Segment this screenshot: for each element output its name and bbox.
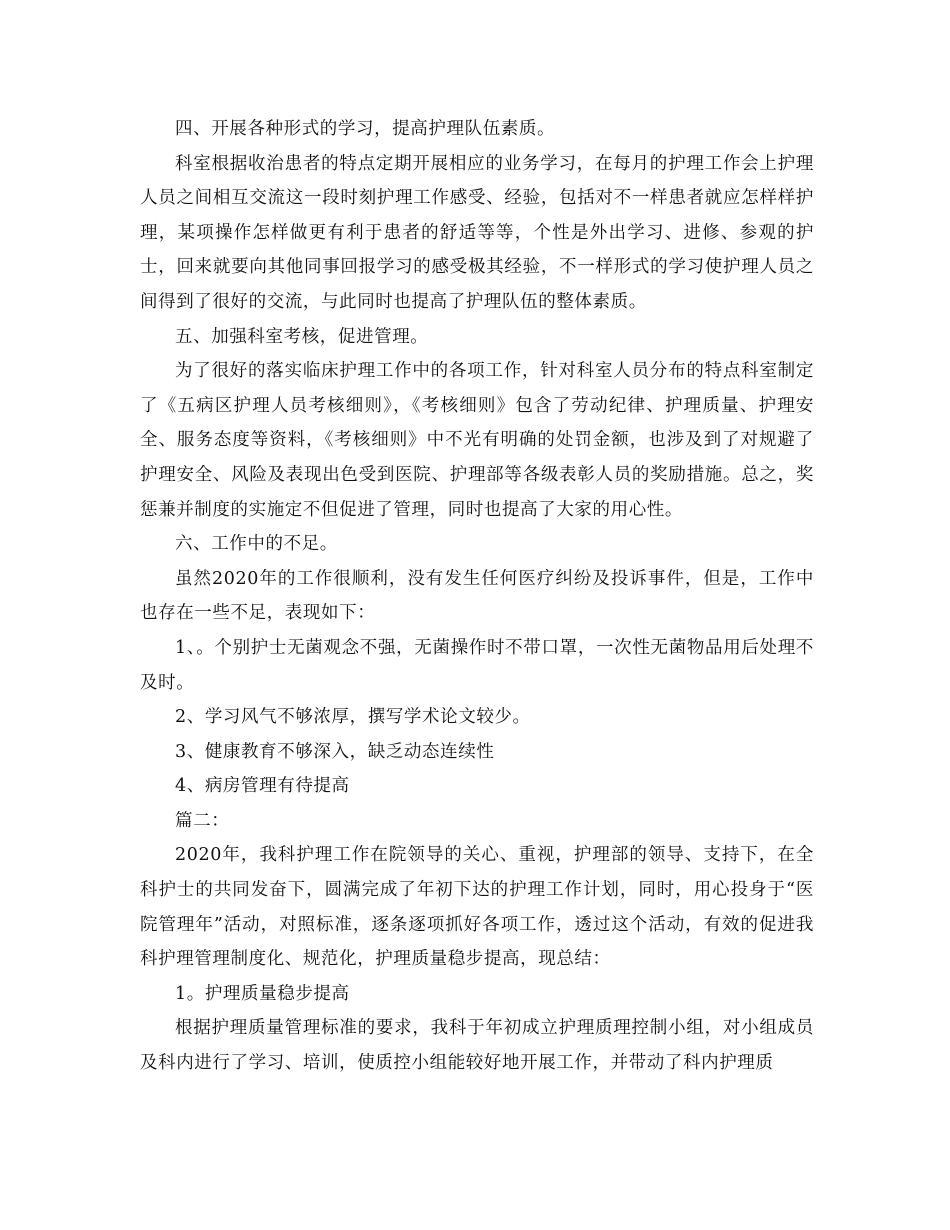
part-heading: 篇二：	[175, 810, 230, 831]
paragraph: 虽然2020年的工作很顺利，没有发生任何医疗纠纷及投诉事件，但是，工作中也存在一些不足，表现如下：	[140, 568, 814, 624]
paragraph: 科室根据收治患者的特点定期开展相应的业务学习，在每月的护理工作会上护理人员之间相互交流这一段时刻护理工作感受、经验，包括对不一样患者就应怎样样护理，某项操作怎样做更有利于患者的舒适等等，个性是外出学习、进修、参观的护士，回来就要向其他同事回报学习的感受极其经验，不一样形式的学习使护理人员之间得到了很好的交流，与此同时也提高了护理队伍的整体素质。	[140, 153, 814, 312]
list-item: 3、健康教育不够深入，缺乏动态连续性	[175, 741, 495, 762]
paragraph: 2020年，我科护理工作在院领导的关心、重视，护理部的领导、支持下，在全科护士的共同发奋下，圆满完成了年初下达的护理工作计划，同时，用心投身于“医院管理年”活动，对照标准，逐条逐项抓好各项工作，透过这个活动，有效的促进我科护理管理制度化、规范化，护理质量稳步提高，现总结：	[140, 845, 814, 970]
section-heading-6: 六、工作中的不足。	[175, 534, 338, 555]
paragraph: 根据护理质量管理标准的要求，我科于年初成立护理质理控制小组，对小组成员及科内进行了学习、培训，使质控小组能较好地开展工作，并带动了科内护理质	[140, 1018, 814, 1074]
list-item: 4、病房管理有待提高	[175, 776, 350, 797]
section-heading-5: 五、加强科室考核，促进管理。	[175, 326, 429, 347]
section-heading-4: 四、开展各种形式的学习，提高护理队伍素质。	[175, 119, 556, 139]
subsection-heading: 1。护理质量稳步提高	[175, 983, 350, 1004]
list-item: 1、。个别护士无菌观念不强，无菌操作时不带口罩，一次性无菌物品用后处理不及时。	[140, 637, 814, 693]
document-body	[140, 112, 814, 1081]
list-item: 2、学习风气不够浓厚，撰写学术论文较少。	[175, 707, 531, 728]
paragraph: 为了很好的落实临床护理工作中的各项工作，针对科室人员分布的特点科室制定了《五病区护理人员考核细则》，《考核细则》包含了劳动纪律、护理质量、护理安全、服务态度等资料，《考核细则》中不光有明确的处罚金额，也涉及到了对规避了护理安全、风险及表现出色受到医院、护理部等各级表彰人员的奖励措施。总之，奖惩兼并制度的实施定不但促进了管理，同时也提高了大家的用心性。	[140, 361, 814, 520]
